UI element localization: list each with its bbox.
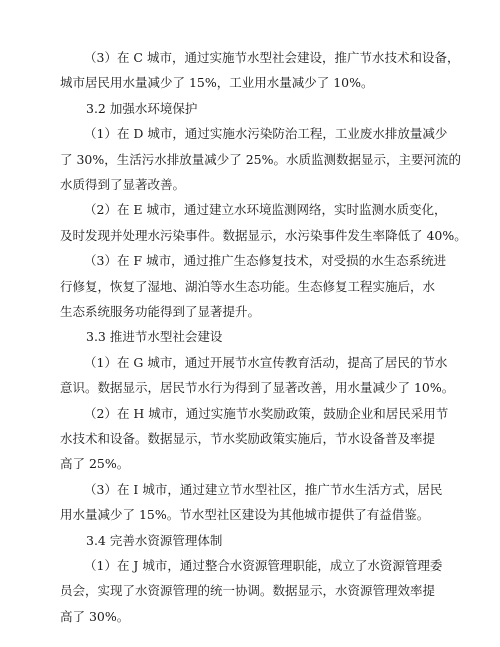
paragraph-c-city-line-2: 城市居民用水量减少了 15%，工业用水量减少了 10%。	[60, 75, 374, 90]
paragraph-h-city-line-2: 水技术和设备。数据显示，节水奖励政策实施后，节水设备普及率提	[60, 431, 436, 446]
paragraph-f-city-line-2: 行修复，恢复了湿地、湖泊等水生态功能。生态修复工程实施后，水	[60, 279, 436, 294]
section-heading-3-4: 3.4 完善水资源管理体制	[86, 533, 223, 548]
paragraph-d-city-line-2: 了 30%，生活污水排放量减少了 25%。水质监测数据显示，主要河流的	[60, 152, 462, 167]
paragraph-g-city-line-2: 意识。数据显示，居民节水行为得到了显著改善，用水量减少了 10%。	[60, 380, 455, 395]
paragraph-h-city-line-1: （2）在 H 城市，通过实施节水奖励政策，鼓励企业和居民采用节	[84, 406, 449, 421]
paragraph-i-city-line-2: 用水量减少了 15%。节水型社区建设为其他城市提供了有益借鉴。	[60, 507, 430, 522]
paragraph-c-city-line-1: （3）在 C 城市，通过实施节水型社会建设，推广节水技术和设备，	[84, 50, 460, 65]
paragraph-e-city-line-1: （2）在 E 城市，通过建立水环境监测网络，实时监测水质变化，	[84, 202, 447, 217]
paragraph-d-city-line-3: 水质得到了显著改善。	[60, 177, 186, 192]
section-heading-3-2: 3.2 加强水环境保护	[86, 101, 198, 116]
section-heading-3-3: 3.3 推进节水型社会建设	[86, 329, 223, 344]
paragraph-j-city-line-3: 高了 30%。	[60, 609, 130, 624]
paragraph-f-city-line-3: 生态系统服务功能得到了显著提升。	[60, 304, 261, 319]
paragraph-i-city-line-1: （3）在 I 城市，通过建立节水型社区，推广节水生活方式，居民	[84, 482, 443, 497]
paragraph-j-city-line-2: 员会，实现了水资源管理的统一协调。数据显示，水资源管理效率提	[60, 583, 436, 598]
paragraph-g-city-line-1: （1）在 G 城市，通过开展节水宣传教育活动，提高了居民的节水	[84, 355, 448, 370]
paragraph-j-city-line-1: （1）在 J 城市，通过整合水资源管理职能，成立了水资源管理委	[84, 558, 443, 573]
paragraph-d-city-line-1: （1）在 D 城市，通过实施水污染防治工程，工业废水排放量减少	[84, 126, 448, 141]
paragraph-h-city-line-3: 高了 25%。	[60, 456, 130, 471]
paragraph-e-city-line-2: 及时发现并处理水污染事件。数据显示，水污染事件发生率降低了 40%。	[60, 228, 467, 243]
paragraph-f-city-line-1: （3）在 F 城市，通过推广生态修复技术，对受损的水生态系统进	[84, 253, 447, 268]
